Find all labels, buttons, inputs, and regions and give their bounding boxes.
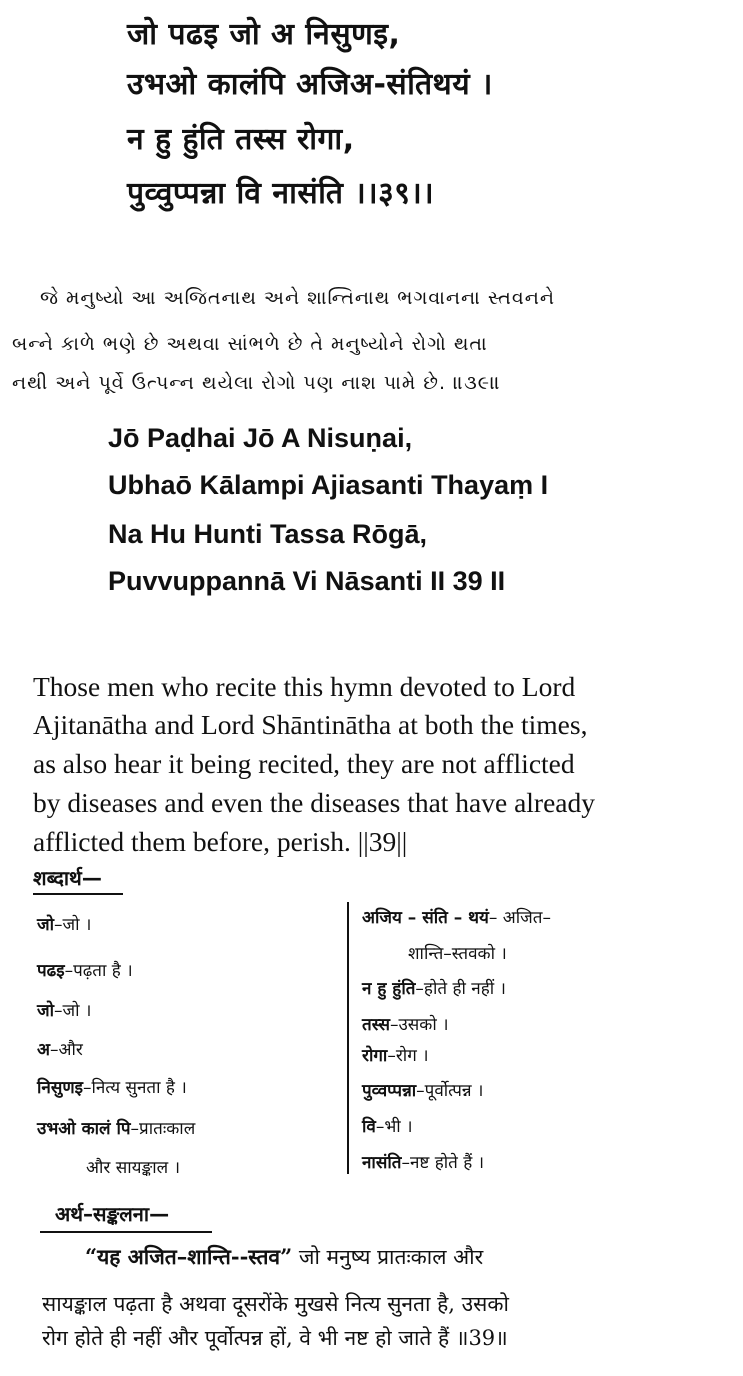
- glossary-meaning: –प्रातःकाल: [130, 1119, 196, 1139]
- glossary-left-5: [37, 1075, 187, 1098]
- glossary-right-3: [362, 976, 506, 999]
- glossary-meaning: – अजित–: [488, 908, 551, 928]
- summary-line-2: सायङ्काल पढ़ता है अथवा दूसरोंके मुखसे नित्य सुनता है, उसको: [42, 1292, 509, 1316]
- prakrit-verse-line-1: जो पढइ जो अ निसुणइ,: [127, 17, 401, 52]
- gujarati-meaning-line-3: નથી અને પૂર્વે ઉત્પન્ન થયેલા રોગો પણ નાશ પામે છે. ॥૩૯॥: [12, 372, 502, 394]
- glossary-right-4: [362, 1012, 449, 1035]
- summary-line-1: [85, 1243, 483, 1271]
- glossary-meaning: –भी ।: [375, 1117, 413, 1137]
- glossary-meaning: –उसको ।: [389, 1015, 449, 1035]
- glossary-term: उभओ कालं पि: [37, 1119, 131, 1139]
- glossary-meaning: –होते ही नहीं ।: [415, 979, 506, 999]
- english-meaning-line-3: as also hear it being recited, they are not afflicted: [33, 748, 575, 779]
- glossary-term: जो: [37, 915, 55, 935]
- english-meaning-line-5: afflicted them before, perish. ||39||: [33, 826, 408, 857]
- glossary-left-7: [86, 1155, 180, 1178]
- glossary-meaning: –नित्य सुनता है ।: [82, 1078, 187, 1098]
- glossary-meaning: –जो ।: [54, 1001, 92, 1021]
- glossary-meaning: –पढ़ता है ।: [64, 961, 133, 981]
- glossary-left-4: [37, 1037, 83, 1060]
- glossary-term: निसुणइ: [37, 1078, 83, 1098]
- glossary-term: जो: [37, 1001, 55, 1021]
- glossary-left-1: [37, 912, 91, 935]
- glossary-meaning: शान्ति–स्तवको ।: [408, 944, 507, 964]
- transliteration-line-2: Ubhaō Kālampi Ajiasanti Thayaṃ I: [108, 470, 549, 500]
- glossary-term: तस्स: [362, 1015, 390, 1035]
- english-meaning-line-2: Ajitanātha and Lord Shāntinātha at both the times,: [33, 709, 588, 740]
- glossary-meaning: –पूर्वोत्पन्न ।: [416, 1081, 484, 1101]
- prakrit-verse-line-3: न हु हुंति तस्स रोगा,: [127, 122, 355, 157]
- glossary-right-1: [362, 905, 551, 928]
- glossary-term: वि: [362, 1117, 376, 1137]
- glossary-term: न हु हुंति: [362, 979, 416, 999]
- glossary-left-2: [37, 958, 133, 981]
- gujarati-meaning-line-1: જે મનુષ્યો આ અજિતનાથ અને શાન્તિનાથ ભગવાનના સ્તવનને: [40, 287, 556, 309]
- prakrit-verse-line-4: पुव्वुप्पन्ना वि नासंति ।।३९।।: [127, 176, 435, 211]
- gujarati-meaning-line-2: બન્ને કાળે ભણે છે અથવા સાંભળે છે તે મનુષ્યોને રોગો થતા: [12, 333, 488, 355]
- prakrit-verse-line-2: उभओ कालंपि अजिअ-संतिथयं ।: [127, 67, 493, 102]
- english-meaning-line-4: by diseases and even the diseases that have already: [33, 787, 596, 818]
- glossary-term: पढइ: [37, 961, 65, 981]
- glossary-right-8: [362, 1150, 484, 1173]
- glossary-left-3: [37, 998, 91, 1021]
- glossary-term: नासंति: [362, 1153, 402, 1173]
- transliteration-line-4: Puvvuppannā Vi Nāsanti II 39 II: [108, 566, 506, 596]
- glossary-meaning: –नष्ट होते हैं ।: [401, 1153, 485, 1173]
- glossary-term: अ: [37, 1040, 50, 1060]
- glossary-term: अजिय – संति – थयं: [362, 908, 489, 928]
- glossary-meaning: और सायङ्काल ।: [86, 1158, 181, 1178]
- meaning-summary-heading: अर्थ–सङ्कलना—: [55, 1202, 170, 1226]
- transliteration-line-1: Jō Paḍhai Jō A Nisuṇai,: [108, 423, 413, 453]
- summary-line-1-text: जो मनुष्य प्रातःकाल और: [292, 1245, 484, 1269]
- glossary-right-2: [408, 941, 507, 964]
- glossary-term: पुव्वप्पन्ना: [362, 1081, 417, 1101]
- english-meaning-line-1: Those men who recite this hymn devoted to Lord: [33, 671, 576, 702]
- glossary-right-5: [362, 1043, 429, 1066]
- glossary-meaning: –रोग ।: [387, 1046, 429, 1066]
- column-divider: [347, 902, 349, 1174]
- glossary-meaning: –जो ।: [54, 915, 92, 935]
- summary-line-3: रोग होते ही नहीं और पूर्वोत्पन्न हों, वे भी नष्ट हो जाते हैं ॥39॥: [42, 1326, 508, 1350]
- transliteration-line-3: Na Hu Hunti Tassa Rōgā,: [108, 519, 428, 549]
- glossary-right-6: [362, 1078, 483, 1101]
- glossary-meaning: –और: [50, 1040, 83, 1060]
- word-meaning-heading: शब्दार्थ—: [33, 866, 102, 890]
- summary-quote: “यह अजित–शान्ति--स्तव”: [85, 1244, 293, 1269]
- glossary-term: रोगा: [362, 1046, 388, 1066]
- summary-heading-underline: [40, 1231, 212, 1233]
- glossary-right-7: [362, 1114, 413, 1137]
- heading-underline: [33, 893, 123, 895]
- glossary-left-6: [37, 1116, 195, 1139]
